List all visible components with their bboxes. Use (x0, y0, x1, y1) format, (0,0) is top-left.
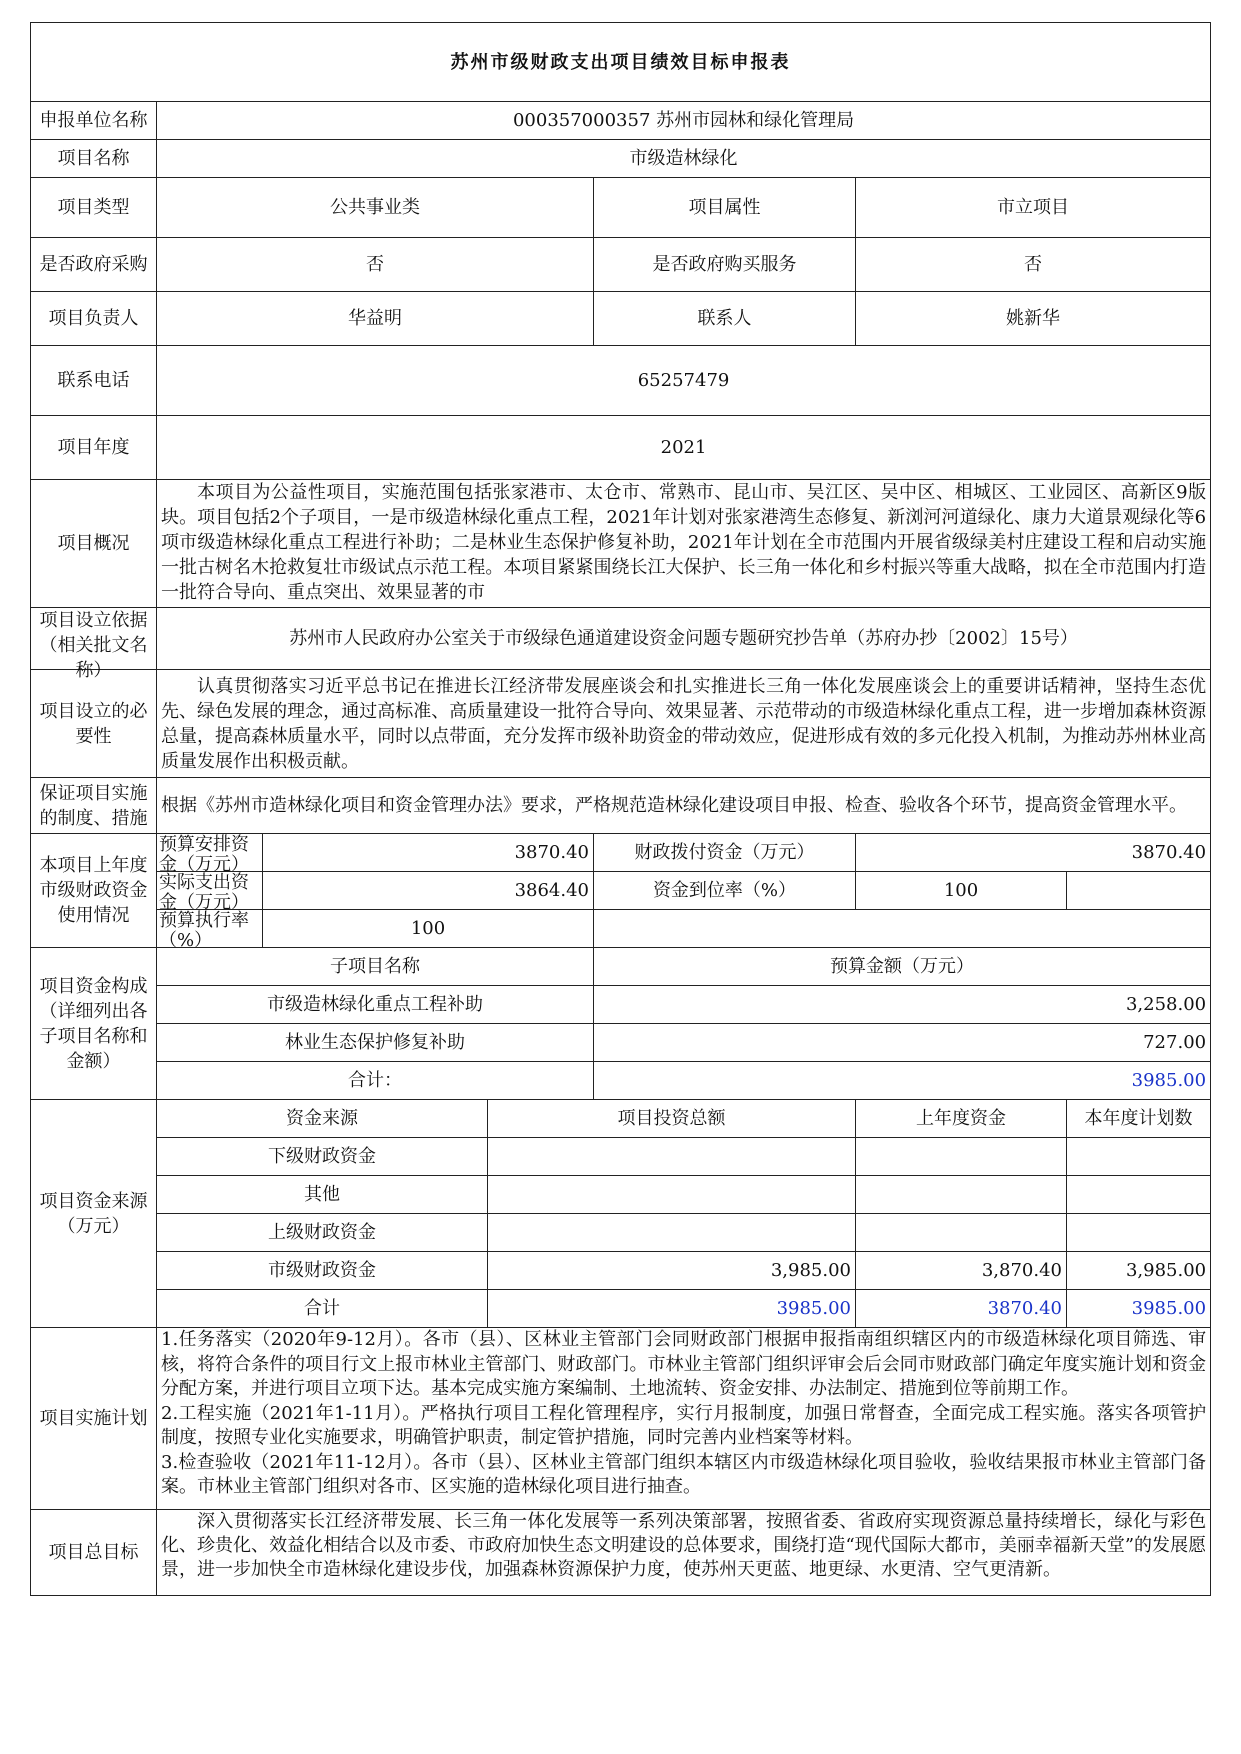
sources-row-last: 3,870.40 (856, 1252, 1067, 1290)
basis-value: 苏州市人民政府办公室关于市级绿色通道建设资金问题专题研究抄告单（苏府办抄〔2002〕15号） (157, 608, 1211, 670)
composition-header-name: 子项目名称 (157, 948, 594, 986)
sources-row-plan (1067, 1138, 1211, 1176)
sources-header: 本年度计划数 (1067, 1100, 1211, 1138)
year-value: 2021 (157, 416, 1211, 480)
project-type-value: 公共事业类 (157, 178, 594, 238)
basis-label: 项目设立依据（相关批文名称） (39, 610, 148, 681)
sources-row-name: 下级财政资金 (157, 1138, 488, 1176)
composition-total-label: 合计： (157, 1062, 594, 1100)
sources-row-plan (1067, 1176, 1211, 1214)
plan-item: 3.检查验收（2021年11-12月）。各市（县）、区林业主管部门组织本辖区内市级造林绿化项目验收，验收结果报市林业主管部门备案。市林业主管部门组织对各市、区实施的造林绿化项目进行抽查。 (161, 1451, 1207, 1497)
composition-row-amount: 3,258.00 (594, 986, 1211, 1024)
year-label: 项目年度 (31, 416, 157, 480)
composition-header-amount: 预算金额（万元） (594, 948, 1211, 986)
necessity-label: 项目设立的必要性 (31, 670, 157, 778)
sources-row-total (488, 1138, 856, 1176)
composition-row-amount: 727.00 (594, 1024, 1211, 1062)
goal-text: 深入贯彻落实长江经济带发展、长三角一体化发展等一系列决策部署，按照省委、省政府实现资源总量持续增长，绿化与彩色化、珍贵化、效益化相结合以及市委、市政府加快生态文明建设的总体要求，围绕打造“现代国际大都市，美丽幸福新天堂”的发展愿景，进一步加快全市造林绿化建设步伐，加强森林资源保护力度，使苏州天更蓝、地更绿、水更清、空气更清新。 (161, 1511, 1207, 1580)
allocated-label: 财政拨付资金（万元） (594, 834, 856, 872)
exec-label: 预算执行率（%） (159, 909, 249, 951)
spent-label: 实际支出资金（万元） (159, 871, 249, 913)
project-name-value: 市级造林绿化 (157, 140, 1211, 178)
sources-header: 上年度资金 (856, 1100, 1067, 1138)
goal-label: 项目总目标 (31, 1510, 157, 1596)
plan-item: 2.工程实施（2021年1-11月）。严格执行项目工程化管理程序，实行月报制度，加强日常督查，全面完成工程实施。落实各项管护制度，按照专业化实施要求，明确管护职责，制定管护措施，同时完善内业档案等材料。 (161, 1402, 1207, 1448)
contact-label: 联系人 (594, 292, 856, 346)
guarantee-label: 保证项目实施的制度、措施 (31, 778, 157, 834)
owner-value: 华益明 (157, 292, 594, 346)
contact-value: 姚新华 (856, 292, 1211, 346)
sources-row-plan: 3,985.00 (1067, 1252, 1211, 1290)
sources-row-total (488, 1214, 856, 1252)
spent-value: 3864.40 (263, 872, 594, 910)
arrival-label: 资金到位率（%） (594, 872, 856, 910)
report-form (30, 22, 1210, 1596)
plan-text (161, 1328, 1206, 1508)
sources-row-last (856, 1138, 1067, 1176)
sources-total-label: 合计 (157, 1290, 488, 1328)
gov-service-value: 否 (856, 238, 1211, 292)
report-table (30, 22, 1211, 1596)
unit-label: 申报单位名称 (31, 102, 157, 140)
exec-value: 100 (263, 910, 594, 948)
exec-blank (594, 910, 1211, 948)
sources-row-last (856, 1176, 1067, 1214)
last-year-label: 本项目上年度市级财政资金使用情况 (31, 834, 157, 948)
sources-row-total (488, 1176, 856, 1214)
project-attr-value: 市立项目 (856, 178, 1211, 238)
overview-label: 项目概况 (31, 480, 157, 608)
unit-value: 000357000357 苏州市园林和绿化管理局 (157, 102, 1211, 140)
budget-value: 3870.40 (263, 834, 594, 872)
guarantee-text: 根据《苏州市造林绿化项目和资金管理办法》要求，严格规范造林绿化建设项目申报、检查、验收各个环节，提高资金管理水平。 (157, 778, 1211, 834)
sources-row-last (856, 1214, 1067, 1252)
phone-label: 联系电话 (31, 346, 157, 416)
gov-purchase-label: 是否政府采购 (31, 238, 157, 292)
sources-total-last: 3870.40 (856, 1290, 1067, 1328)
sources-row-name: 上级财政资金 (157, 1214, 488, 1252)
sources-row-total: 3,985.00 (488, 1252, 856, 1290)
sources-row-name: 市级财政资金 (157, 1252, 488, 1290)
project-type-label: 项目类型 (31, 178, 157, 238)
project-name-label: 项目名称 (31, 140, 157, 178)
composition-row-name: 林业生态保护修复补助 (157, 1024, 594, 1062)
gov-service-label: 是否政府购买服务 (594, 238, 856, 292)
sources-row-plan (1067, 1214, 1211, 1252)
plan-item: 1.任务落实（2020年9-12月）。各市（县）、区林业主管部门会同财政部门根据申报指南组织辖区内的市级造林绿化项目筛选、审核，将符合条件的项目行文上报市林业主管部门、财政部门。市林业主管部门组织评审会后会同市财政部门确定年度实施计划和资金分配方案，并进行项目立项下达。基本完成实施方案编制、土地流转、资金安排、办法制定、措施到位等前期工作。 (161, 1329, 1207, 1399)
budget-label: 预算安排资金（万元） (159, 833, 249, 875)
necessity-text: 认真贯彻落实习近平总书记在推进长江经济带发展座谈会和扎实推进长三角一体化发展座谈会上的重要讲话精神，坚持生态优先、绿色发展的理念，通过高标准、高质量建设一批符合导向、效果显著、示范带动的市级造林绿化重点工程，进一步增加森林资源总量，提高森林质量水平，同时以点带面，充分发挥市级补助资金的带动效应，促进形成有效的多元化投入机制，为推动苏州林业高质量发展作出积极贡献。 (157, 670, 1211, 778)
gov-purchase-value: 否 (157, 238, 594, 292)
sources-header: 项目投资总额 (488, 1100, 856, 1138)
composition-label: 项目资金构成（详细列出各子项目名称和金额） (31, 948, 157, 1100)
sources-total-plan: 3985.00 (1067, 1290, 1211, 1328)
arrival-blank (1067, 872, 1211, 910)
page-title: 苏州市级财政支出项目绩效目标申报表 (31, 23, 1211, 102)
project-attr-label: 项目属性 (594, 178, 856, 238)
owner-label: 项目负责人 (31, 292, 157, 346)
sources-row-name: 其他 (157, 1176, 488, 1214)
composition-row-name: 市级造林绿化重点工程补助 (157, 986, 594, 1024)
sources-total-total: 3985.00 (488, 1290, 856, 1328)
overview-text: 本项目为公益性项目，实施范围包括张家港市、太仓市、常熟市、昆山市、吴江区、吴中区、相城区、工业园区、高新区9版块。项目包括2个子项目，一是市级造林绿化重点工程，2021年计划对张家港湾生态修复、新浏河河道绿化、康力大道景观绿化等6项市级造林绿化重点工程进行补助；二是林业生态保护修复补助，2021年计划在全市范围内开展省级绿美村庄建设工程和启动实施一批古树名木抢救复壮市级试点示范工程。本项目紧紧围绕长江大保护、长三角一体化和乡村振兴等重大战略，拟在全市范围内打造一批符合导向、重点突出、效果显著的市 (161, 482, 1207, 603)
sources-label: 项目资金来源（万元） (31, 1100, 157, 1328)
phone-value: 65257479 (157, 346, 1211, 416)
composition-total-value: 3985.00 (594, 1062, 1211, 1100)
sources-header: 资金来源 (157, 1100, 488, 1138)
allocated-value: 3870.40 (856, 834, 1211, 872)
arrival-value: 100 (856, 872, 1067, 910)
plan-label: 项目实施计划 (31, 1328, 157, 1510)
